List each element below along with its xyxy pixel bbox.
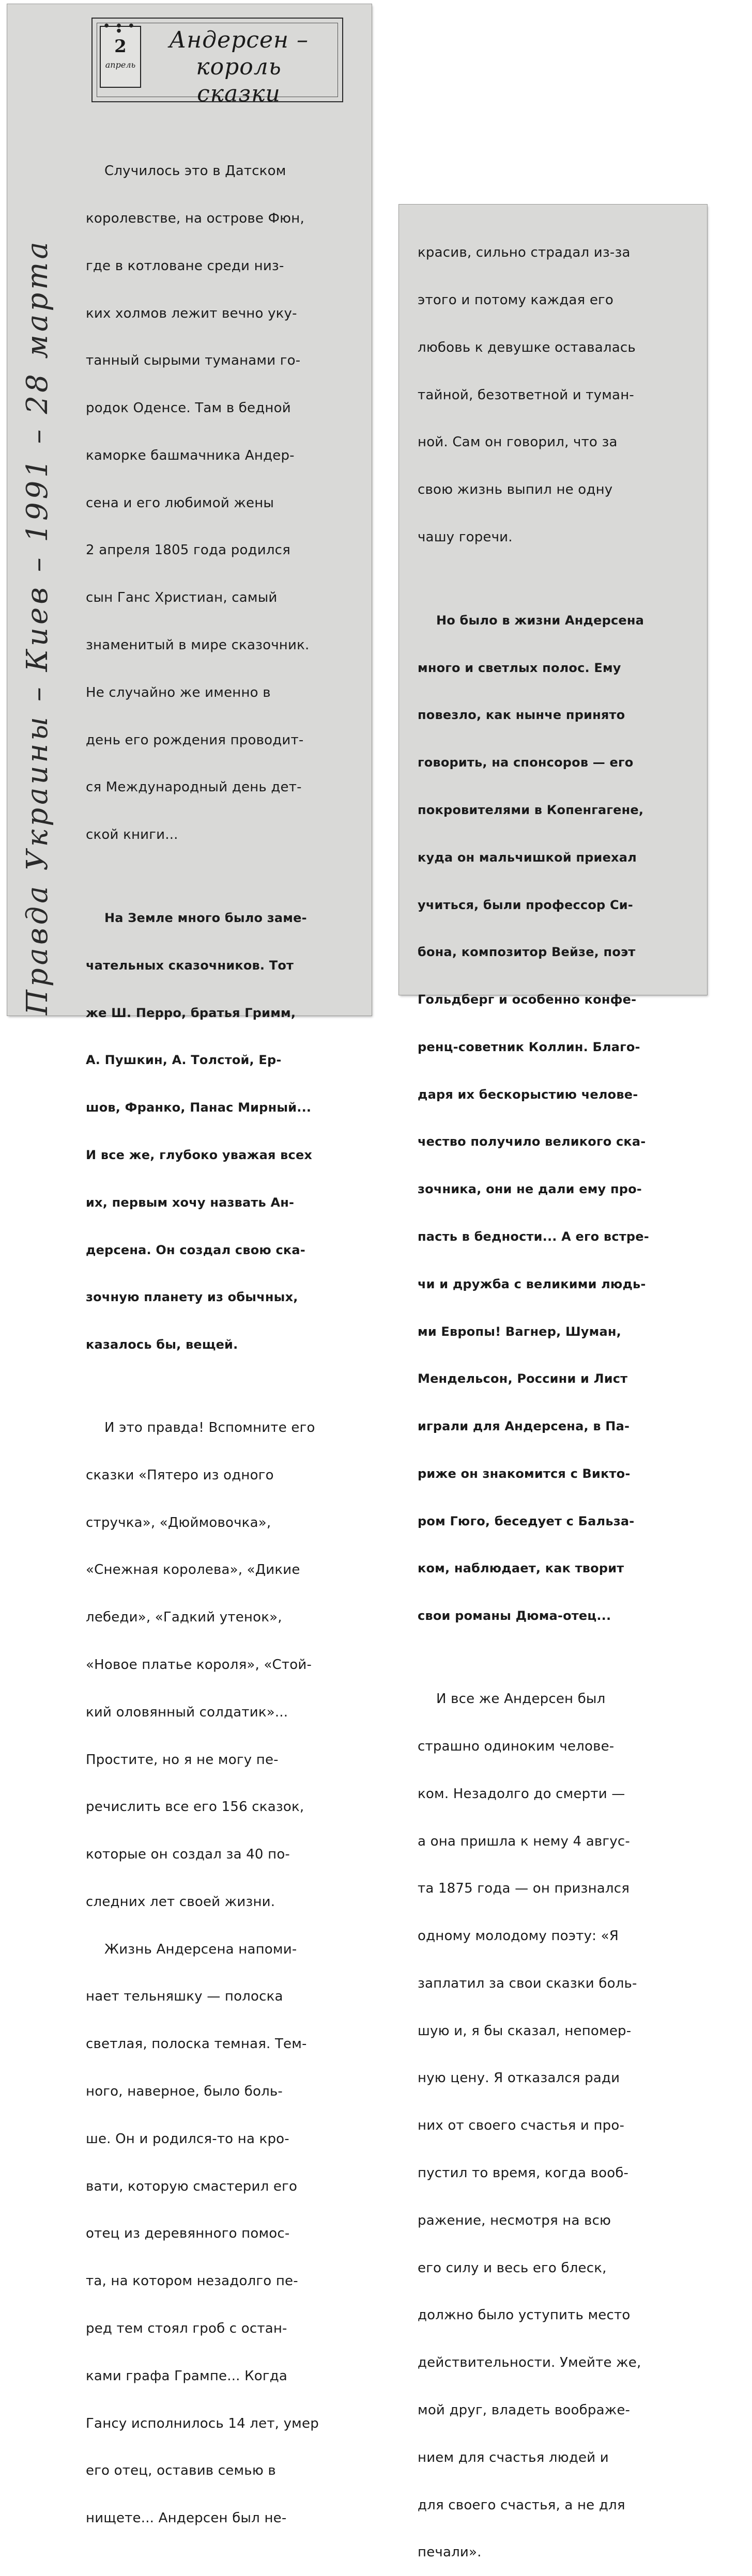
text-line: мой друг, владеть воображе- <box>418 2402 631 2418</box>
text-line: играли для Андерсена, в Па- <box>418 1419 630 1434</box>
article-header <box>91 18 343 107</box>
text-line: ром Гюго, беседует с Бальза- <box>418 1513 635 1528</box>
text-line: нищете... Андерсен был не- <box>86 2510 287 2526</box>
text-line: бона, композитор Вейзе, поэт <box>418 945 636 960</box>
text-line: тайной, безответной и туман- <box>418 387 634 403</box>
text-line: должно было уступить место <box>418 2307 631 2323</box>
text-line: много и светлых полос. Ему <box>418 660 621 675</box>
text-line: страшно одиноким челове- <box>418 1739 615 1754</box>
text-line: них от своего счастья и про- <box>418 2118 625 2134</box>
text-line: где в котловане среди низ- <box>86 258 284 274</box>
text-line: Гольдберг и особенно конфе- <box>418 992 637 1007</box>
text-line: зочника, они не дали ему про- <box>418 1182 642 1197</box>
text-line: И это правда! Вспомните его <box>104 1420 315 1436</box>
text-line: шую и, я бы сказал, непомер- <box>418 2023 632 2039</box>
text-line: Мендельсон, Россини и Лист <box>418 1371 628 1386</box>
text-line: И все же, глубоко уважая всех <box>86 1148 313 1162</box>
text-line: ком. Незадолго до смерти — <box>418 1786 625 1802</box>
text-line: ской книги... <box>86 827 178 843</box>
text-line: каморке башмачника Андер- <box>86 447 295 463</box>
text-line: ком, наблюдает, как творит <box>418 1561 624 1576</box>
article-title <box>154 27 324 107</box>
text-line: ше. Он и родился-то на кро- <box>86 2131 289 2147</box>
text-line: чи и дружба с великими людь- <box>418 1276 646 1291</box>
right-column-text <box>418 213 703 2576</box>
text-line: стручка», «Дюймовочка», <box>86 1515 271 1531</box>
text-line: чество получило великого ска- <box>418 1134 646 1149</box>
text-line: красив, сильно страдал из-за <box>418 245 631 261</box>
text-line: их, первым хочу назвать Ан- <box>86 1195 295 1210</box>
text-line: шов, Франко, Панас Мирный... <box>86 1100 312 1115</box>
text-line: куда он мальчишкой приехал <box>418 850 637 865</box>
text-line: танный сырыми туманами го- <box>86 353 301 369</box>
text-line: вати, которую смастерил его <box>86 2178 298 2194</box>
text-line: а она пришла к нему 4 авгус- <box>418 1833 630 1849</box>
text-line: та 1875 года — он признался <box>418 1881 630 1897</box>
text-line: печали». <box>418 2544 482 2561</box>
text-line: лебеди», «Гадкий утенок», <box>86 1610 282 1626</box>
text-line: Гансу исполнилось 14 лет, умер <box>86 2415 319 2431</box>
title-line-2: король сказки <box>196 54 282 107</box>
text-line: И все же Андерсен был <box>436 1691 606 1707</box>
text-line: повезло, как нынче принято <box>418 708 625 723</box>
text-line: ких холмов лежит вечно уку- <box>86 305 297 321</box>
text-line: его силу и весь его блеск, <box>418 2260 607 2276</box>
text-line: Случилось это в Датском <box>104 163 286 179</box>
text-line: же Ш. Перро, братья Гримм, <box>86 1005 296 1020</box>
text-line: любовь к девушке оставалась <box>418 339 636 355</box>
text-line: ную цену. Я отказался ради <box>418 2070 620 2086</box>
text-line: которые он создал за 40 по- <box>86 1847 290 1863</box>
text-line: сена и его любимой жены <box>86 495 274 511</box>
text-line: одному молодому поэту: «Я <box>418 1928 619 1944</box>
text-line: нает тельняшку — полоска <box>86 1989 283 2005</box>
text-line: Но было в жизни Андерсена <box>436 613 644 628</box>
text-line: зочную планету из обычных, <box>86 1290 298 1305</box>
calendar-month: апрель <box>105 60 136 70</box>
text-line: Не случайно же именно в <box>86 684 271 700</box>
text-line: чательных сказочников. Тот <box>86 958 294 973</box>
text-line: этого и потому каждая его <box>418 292 613 308</box>
text-line: свои романы Дюма-отец... <box>418 1609 611 1623</box>
text-line: светлая, полоска темная. Тем- <box>86 2036 307 2052</box>
text-line: его отец, оставив семью в <box>86 2463 276 2479</box>
text-line: ред тем стоял гроб с остан- <box>86 2320 287 2336</box>
text-line: А. Пушкин, А. Толстой, Ер- <box>86 1053 282 1068</box>
text-line: покровителями в Копенгагене, <box>418 802 644 817</box>
text-line: ренц-советник Коллин. Благо- <box>418 1039 640 1054</box>
text-line: королевстве, на острове Фюн, <box>86 210 304 226</box>
text-line: чашу горечи. <box>418 529 513 545</box>
text-line: пустил то время, когда вооб- <box>418 2165 629 2181</box>
left-column-text <box>86 132 360 2542</box>
text-line: дерсена. Он создал свою ска- <box>86 1242 305 1257</box>
title-line-1: Андерсен – <box>168 27 309 53</box>
text-line: даря их бескорыстию челове- <box>418 1087 638 1102</box>
text-line: Жизнь Андерсена напоми- <box>104 1941 297 1957</box>
calendar-icon <box>100 23 141 88</box>
text-line: казалось бы, вещей. <box>86 1337 238 1352</box>
text-line: сын Ганс Христиан, самый <box>86 590 278 606</box>
text-line: знаменитый в мире сказочник. <box>86 637 310 653</box>
text-line: пасть в бедности... А его встре- <box>418 1229 649 1244</box>
handwritten-note: Правда Украины – Киев – 1991 – 28 марта <box>21 239 54 1015</box>
text-line: та, на котором незадолго пе- <box>86 2273 298 2289</box>
text-line: заплатил за свои сказки боль- <box>418 1975 637 1991</box>
calendar-rings: ● ● ● ● <box>104 23 137 34</box>
text-line: ми Европы! Вагнер, Шуман, <box>418 1324 621 1339</box>
text-line: кий оловянный солдатик»... <box>86 1704 288 1720</box>
text-line: день его рождения проводит- <box>86 732 304 748</box>
text-line: отец из деревянного помос- <box>86 2226 290 2242</box>
text-line: сказки «Пятеро из одного <box>86 1467 274 1483</box>
text-line: «Новое платье короля», «Стой- <box>86 1657 312 1673</box>
text-line: действительности. Умейте же, <box>418 2355 641 2371</box>
text-line: родок Оденсе. Там в бедной <box>86 400 291 416</box>
text-line: «Снежная королева», «Дикие <box>86 1562 300 1578</box>
text-line: говорить, на спонсоров — его <box>418 755 634 770</box>
text-line: На Земле много было заме- <box>104 911 307 926</box>
text-line: нием для счастья людей и <box>418 2449 609 2465</box>
text-line: ся Международный день дет- <box>86 779 302 795</box>
text-line: ками графа Грампе... Когда <box>86 2368 288 2384</box>
text-line: риже он знакомится с Викто- <box>418 1466 631 1481</box>
text-line: учиться, были профессор Си- <box>418 897 633 912</box>
text-line: следних лет своей жизни. <box>86 1894 275 1910</box>
text-line: Простите, но я не могу пе- <box>86 1752 279 1768</box>
text-line: ражение, несмотря на всю <box>418 2212 611 2228</box>
text-line: 2 апреля 1805 года родился <box>86 542 290 558</box>
text-line: для своего счастья, а не для <box>418 2497 625 2513</box>
text-line: ного, наверное, было боль- <box>86 2084 283 2100</box>
calendar-day: 2 <box>114 36 127 57</box>
text-line: ной. Сам он говорил, что за <box>418 434 618 450</box>
text-line: свою жизнь выпил не одну <box>418 482 613 498</box>
text-line: речислить все его 156 сказок, <box>86 1799 304 1815</box>
